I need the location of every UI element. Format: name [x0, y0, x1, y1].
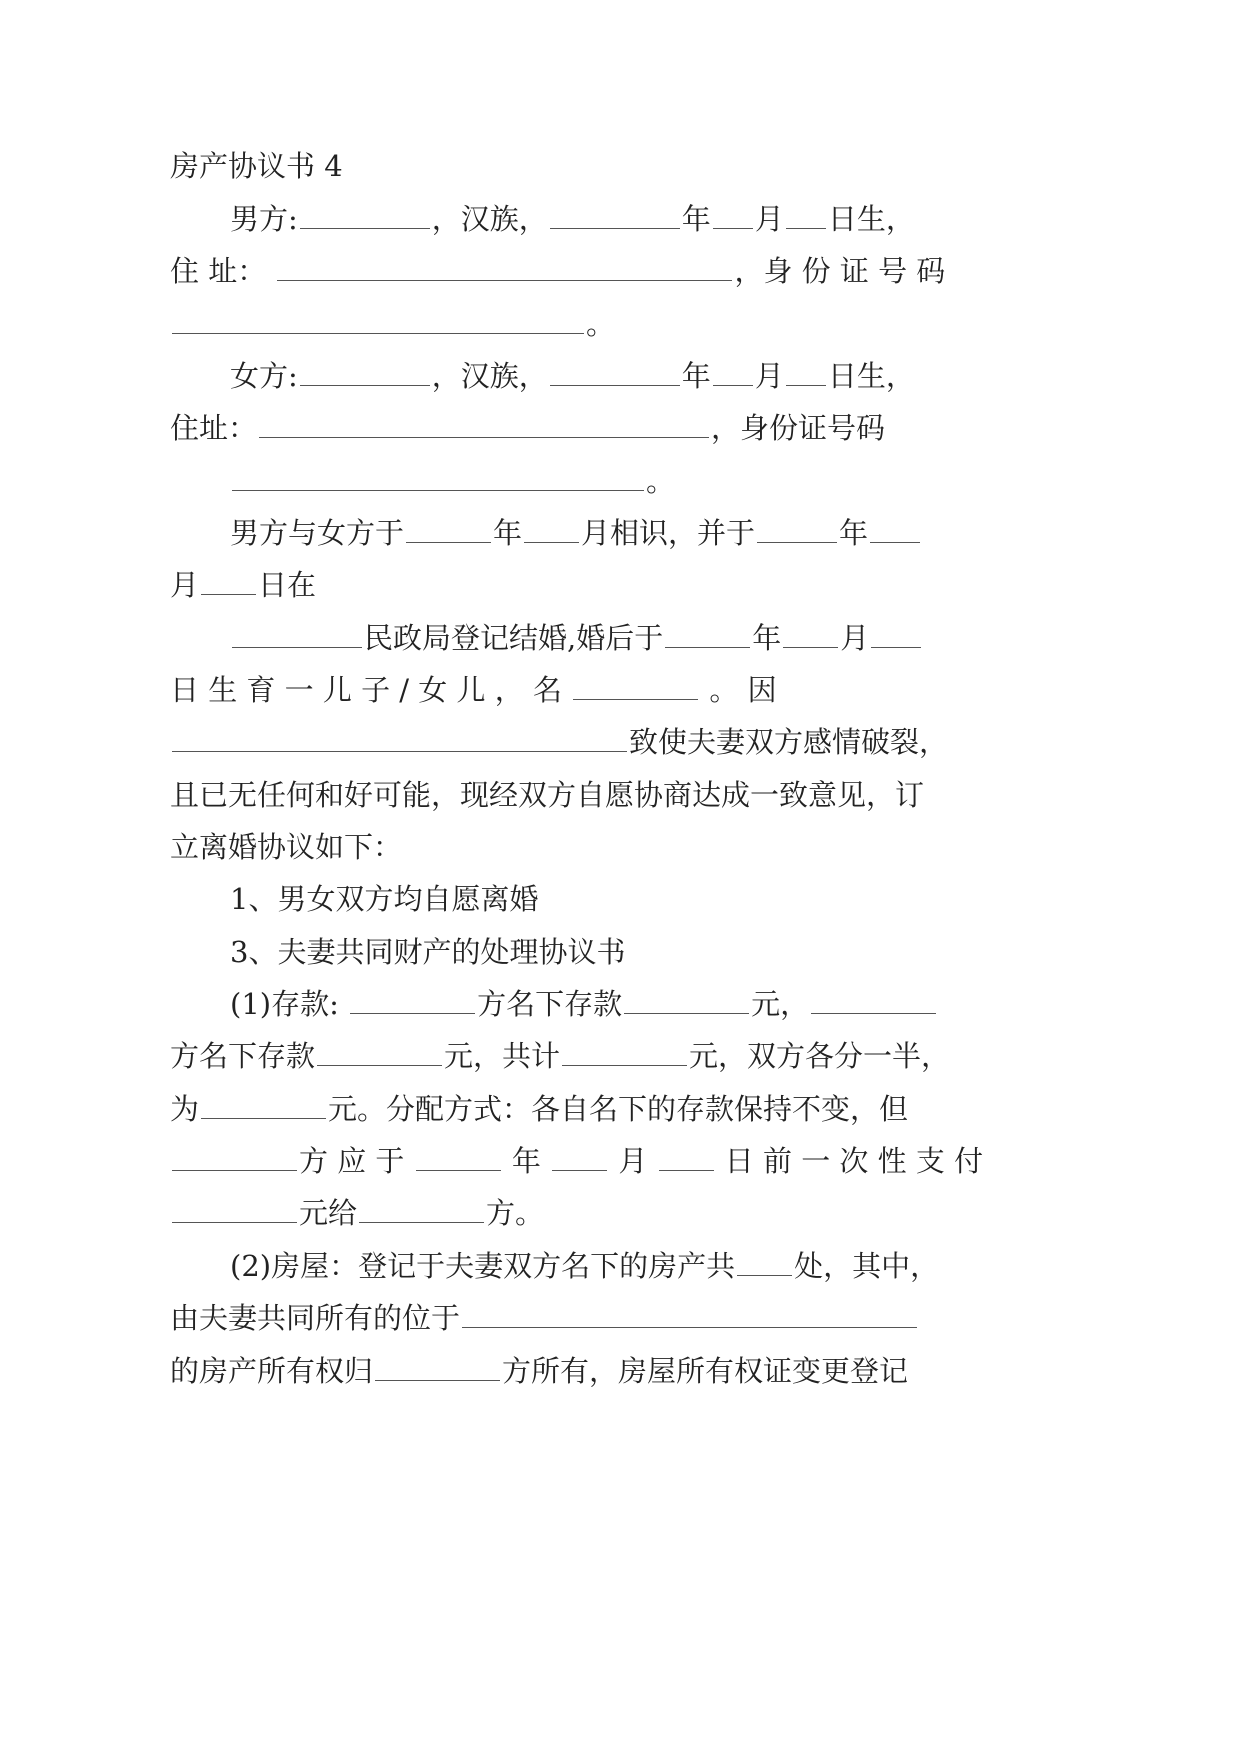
savings-text: 为 [170, 1092, 200, 1126]
female-address-line [170, 411, 886, 445]
house-text: 方所有，房屋所有权证变更登记 [502, 1354, 909, 1388]
meet-year-blank[interactable] [406, 540, 491, 543]
house-count-blank[interactable] [737, 1273, 792, 1276]
year-label: 年 [681, 202, 711, 236]
savings-text: 方 应 于 [299, 1144, 405, 1178]
male-birth-year-blank[interactable] [550, 226, 680, 229]
year-label: 年 [752, 621, 782, 655]
house-location-blank[interactable] [462, 1325, 917, 1328]
address-label: 住址： [170, 411, 258, 445]
month-label: 月 [170, 568, 200, 602]
savings-text: 元给 [299, 1196, 358, 1230]
savings-text: 方。 [486, 1196, 545, 1230]
male-birth-day-blank[interactable] [786, 226, 826, 229]
id-number-label: ，身份证号码 [711, 411, 886, 445]
pay-day-blank[interactable] [659, 1168, 714, 1171]
intro-text: 男方与女方于 [230, 516, 405, 550]
period: 。 [586, 307, 616, 341]
male-id-line [170, 307, 616, 341]
male-address-blank[interactable] [277, 278, 732, 281]
intro-line-4 [170, 673, 777, 707]
intro-line-5 [170, 725, 949, 759]
female-birth-day-blank[interactable] [786, 383, 826, 386]
intro-text: 民政局登记结婚,婚后于 [364, 621, 664, 655]
female-address-blank[interactable] [259, 435, 709, 438]
female-id-blank[interactable] [232, 488, 644, 491]
payer-party-blank[interactable] [172, 1168, 297, 1171]
address-label: 住 址： [170, 254, 267, 288]
item-1: 1、男女双方均自愿离婚 [230, 882, 539, 916]
house-owner-party-blank[interactable] [375, 1378, 500, 1381]
house-line-1 [230, 1249, 940, 1283]
pay-amount-blank[interactable] [172, 1220, 297, 1223]
savings-line-2 [170, 1039, 951, 1073]
female-info-line [230, 359, 915, 393]
savings-text: 元， [751, 987, 810, 1021]
savings-text: 方名下存款 [170, 1039, 316, 1073]
pay-month-blank[interactable] [552, 1168, 607, 1171]
divorce-reason-blank[interactable] [172, 749, 627, 752]
house-text: 处，其中， [794, 1249, 940, 1283]
period: 。 [646, 464, 676, 498]
savings-total-blank[interactable] [562, 1063, 687, 1066]
male-birth-month-blank[interactable] [713, 226, 753, 229]
female-birth-year-blank[interactable] [550, 383, 680, 386]
female-id-line [230, 464, 676, 498]
savings-text: 方名下存款 [477, 987, 623, 1021]
savings-amount-1-blank[interactable] [624, 1011, 749, 1014]
child-name-blank[interactable] [573, 697, 698, 700]
month-label: 月 [754, 202, 784, 236]
savings-line-4 [170, 1144, 984, 1178]
savings-line-1 [230, 987, 938, 1021]
intro-text: 月相识，并于 [581, 516, 756, 550]
savings-text: 元。分配方式：各自名下的存款保持不变，但 [328, 1092, 909, 1126]
savings-party-2-blank[interactable] [811, 1011, 936, 1014]
house-line-2 [170, 1301, 919, 1335]
ethnicity-text: ，汉族， [431, 359, 548, 393]
year-label: 年 [511, 1144, 541, 1178]
intro-text: 致使夫妻双方感情破裂， [629, 725, 949, 759]
intro-line-6: 且已无任何和好可能，现经双方自愿协商达成一致意见，订 [170, 778, 925, 812]
intro-line-7: 立离婚协议如下： [170, 830, 403, 864]
intro-line-2 [170, 568, 317, 602]
marry-year-blank[interactable] [757, 540, 837, 543]
marry-day-blank[interactable] [201, 592, 256, 595]
female-birth-month-blank[interactable] [713, 383, 753, 386]
civil-affairs-bureau-blank[interactable] [232, 645, 362, 648]
savings-label: (1)存款: [230, 987, 339, 1021]
intro-line-1 [230, 516, 922, 550]
savings-line-5 [170, 1196, 545, 1230]
month-label: 月 [840, 621, 870, 655]
month-label: 月 [754, 359, 784, 393]
intro-text: 日在 [258, 568, 317, 602]
intro-text: 。 因 [709, 673, 777, 707]
male-label: 男方: [230, 202, 298, 236]
day-label: 日生， [827, 359, 915, 393]
child-birth-month-blank[interactable] [783, 645, 838, 648]
female-label: 女方: [230, 359, 298, 393]
year-label: 年 [681, 359, 711, 393]
intro-text: 日 生 育 一 儿 子 / 女 儿 ， 名 [170, 673, 562, 707]
savings-text: 日 前 一 次 性 支 付 [724, 1144, 984, 1178]
female-name-blank[interactable] [300, 383, 430, 386]
house-text: 由夫妻共同所有的位于 [170, 1301, 461, 1335]
house-text: (2)房屋：登记于夫妻双方名下的房产共 [230, 1249, 736, 1283]
child-birth-day-blank[interactable] [871, 645, 921, 648]
savings-text: 元，共计 [444, 1039, 561, 1073]
month-label: 月 [618, 1144, 648, 1178]
savings-line-3 [170, 1092, 909, 1126]
male-id-blank[interactable] [172, 331, 584, 334]
year-label: 年 [493, 516, 523, 550]
house-text: 的房产所有权归 [170, 1354, 374, 1388]
male-name-blank[interactable] [300, 226, 430, 229]
savings-half-blank[interactable] [201, 1116, 326, 1119]
year-label: 年 [839, 516, 869, 550]
day-label: 日生， [827, 202, 915, 236]
id-number-label: ，身 份 证 号 码 [734, 254, 946, 288]
marry-month-blank[interactable] [870, 540, 920, 543]
savings-text: 元，双方各分一半， [689, 1039, 951, 1073]
pay-year-blank[interactable] [416, 1168, 501, 1171]
male-info-line [230, 202, 915, 236]
intro-line-3 [230, 621, 923, 655]
child-birth-year-blank[interactable] [665, 645, 750, 648]
document-title: 房产协议书 4 [170, 149, 343, 183]
item-3: 3、夫妻共同财产的处理协议书 [230, 935, 626, 969]
house-line-3 [170, 1354, 909, 1388]
payee-party-blank[interactable] [359, 1220, 484, 1223]
meet-month-blank[interactable] [524, 540, 579, 543]
male-address-line [170, 254, 946, 288]
savings-party-1-blank[interactable] [350, 1011, 475, 1014]
ethnicity-text: ，汉族， [431, 202, 548, 236]
savings-amount-2-blank[interactable] [317, 1063, 442, 1066]
